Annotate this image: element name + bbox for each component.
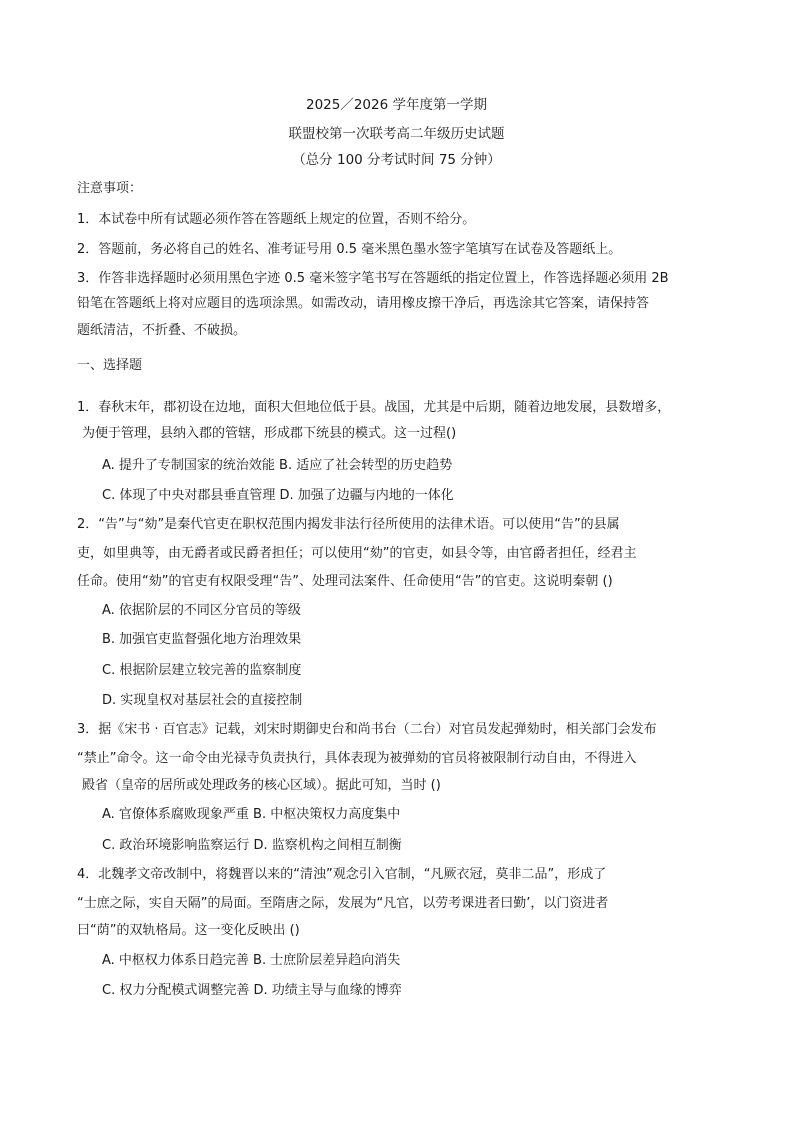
q1-options-line-2: C. 体现了中央对郡县垂直管理 D. 加强了边疆与内地的一体化 [102,488,454,503]
q3-stem-line-1: 3．据《宋书 · 百官志》记载，刘宋时期御史台和尚书台（二台）对官员发起弹劾时，相关部门会发布 [77,722,657,737]
notice-item-2: 2．答题前，务必将自己的姓名、准考证号用 0.5 毫米黑色墨水签字笔填写在试卷及答题纸上。 [77,242,622,257]
notice-item-3-line-2: 铅笔在答题纸上将对应题目的选项涂黑。如需改动，请用橡皮擦干净后，再选涂其它答案，请保持答 [77,296,650,311]
q4-options-line-2: C. 权力分配模式调整完善 D. 功绩主导与血缘的博弈 [102,983,402,998]
q2-stem-line-3: 任命。使用“劾”的官吏有权限受理“告”、处理司法案件、任命使用“告”的官吏。这说明秦朝 () [77,574,613,589]
exam-score-time: （总分 100 分考试时间 75 分钟） [292,152,501,168]
q2-option-b: B. 加强官吏监督强化地方治理效果 [102,632,302,647]
q4-options-line-1: A. 中枢权力体系日趋完善 B. 士庶阶层差异趋向消失 [102,953,401,968]
q3-stem-line-2: “禁止”命令。这一命令由光禄寺负责执行，具体表现为被弹劾的官员将被限制行动自由，不得进入 [77,751,637,766]
q1-options-line-1: A. 提升了专制国家的统治效能 B. 适应了社会转型的历史趋势 [102,458,453,473]
q3-options-line-2: C. 政治环境影响监察运行 D. 监察机构之间相互制衡 [102,838,402,853]
q2-stem-line-2: 吏，如里典等，由无爵者或民爵者担任；可以使用“劾”的官吏，如县令等，由官爵者担任，经君主 [77,546,637,561]
notice-item-1: 1．本试卷中所有试题必须作答在答题纸上规定的位置，否则不给分。 [77,212,476,227]
q1-stem-line-2: 为便于管理，县纳入郡的管辖，形成郡下统县的模式。这一过程() [82,426,457,441]
notice-heading: 注意事项： [77,181,143,196]
notice-item-3-line-1: 3．作答非选择题时必须用黑色字迹 0.5 毫米签字笔书写在答题纸的指定位置上，作答选择题必须用 2B [77,271,669,286]
q4-stem-line-1: 4．北魏孝文帝改制中，将魏晋以来的“清浊”观念引入官制，“凡厥衣冠，莫非二品”，形成了 [77,867,607,882]
q2-option-a: A. 依据阶层的不同区分官员的等级 [102,603,301,618]
notice-item-3-line-3: 题纸清洁，不折叠、不破损。 [77,323,247,338]
q3-options-line-1: A. 官僚体系腐败现象严重 B. 中枢决策权力高度集中 [102,807,401,822]
q2-option-c: C. 根据阶层建立较完善的监察制度 [102,663,302,678]
section-heading: 一、选择题 [77,358,143,373]
q2-option-d: D. 实现皇权对基层社会的直接控制 [102,693,303,708]
q2-stem-line-1: 2．“告”与“劾”是秦代官吏在职权范围内揭发非法行径所使用的法律术语。可以使用“告”的县属 [77,517,620,532]
q3-stem-line-3: 殿省（皇帝的居所或处理政务的核心区域）。据此可知，当时 () [82,778,441,793]
exam-name-title: 联盟校第一次联考高二年级历史试题 [288,126,505,142]
q4-stem-line-3: 曰“荫”的双轨格局。这一变化反映出 () [77,923,300,938]
exam-year-title: 2025／2026 学年度第一学期 [305,97,487,113]
q1-stem-line-1: 1．春秋末年，郡初设在边地，面积大但地位低于县。战国，尤其是中后期，随着边地发展，县数增多， [77,400,671,415]
q4-stem-line-2: “士庶之际，实自天隔”的局面。至隋唐之际，发展为“凡官，以劳考课进者曰勤’，以门资进者 [77,896,609,911]
